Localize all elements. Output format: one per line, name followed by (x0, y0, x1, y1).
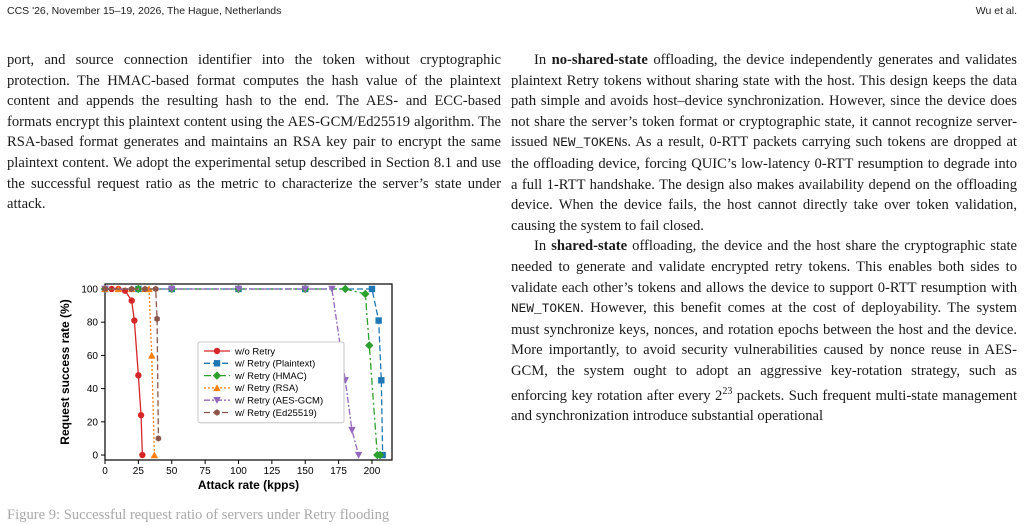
header-venue: CCS '26, November 15–19, 2026, The Hague, Netherlands (7, 5, 282, 17)
data-point (156, 435, 162, 441)
y-tick-label: 20 (86, 417, 98, 429)
data-point (131, 317, 137, 323)
y-tick-label: 60 (86, 350, 98, 362)
header-authors: Wu et al. (975, 5, 1017, 17)
data-point (369, 286, 375, 292)
chart-svg (50, 272, 500, 500)
left-column (7, 50, 501, 215)
data-point (348, 427, 355, 434)
y-tick-label: 80 (86, 317, 98, 329)
series-line-5 (105, 289, 158, 438)
term-shared-state: shared-state (551, 238, 628, 255)
legend-label: w/ Retry (AES-GCM) (235, 395, 324, 407)
x-tick-label: 200 (363, 466, 381, 477)
x-tick-label: 25 (132, 466, 144, 477)
data-point (153, 286, 159, 292)
legend-label: w/ Retry (HMAC) (235, 370, 307, 382)
legend-label: w/ Retry (Plaintext) (235, 358, 316, 370)
term-no-shared-state: no-shared-state (551, 52, 648, 68)
data-point (341, 285, 349, 293)
series-line-3 (105, 289, 154, 455)
data-point (154, 316, 160, 322)
x-tick-label: 100 (230, 466, 247, 477)
exponent: 23 (722, 385, 733, 397)
x-axis-label: Attack rate (kpps) (197, 478, 300, 492)
data-point (355, 452, 362, 459)
paragraph-shared-state: In shared-state offloading, the device and the host share the cryptographic state needed to generate and validate encrypted retry tokens. This enables both sides to validate each other’s tokens and allows the device to support 0-RTT resumption with NEW_TOKEN. However, this benefit comes at the cost of deployability. The system must synchronize keys, nonces, and rotation epochs between the host and the device. More importantly, to avoid security vulnerabilities caused by nonce reuse in AES-GCM, the system ought to adopt an aggressive key-rotation strategy, such as enforcing key rotation after every $2^{23}$ packets. Such frequent multi-state management and synchronization introduce substantial operational (511, 238, 1018, 424)
y-tick-label: 100 (81, 284, 98, 296)
code-new-token: NEW_TOKEN (552, 135, 622, 151)
y-tick-label: 0 (92, 450, 98, 462)
data-point (375, 317, 381, 323)
x-tick-label: 50 (166, 466, 178, 477)
code-new-token: NEW_TOKEN (511, 301, 581, 317)
x-tick-label: 125 (263, 466, 281, 477)
data-point (128, 297, 134, 303)
data-point (139, 452, 145, 458)
data-point (365, 341, 373, 349)
figure-caption-partial: Figure 9: Successful request ratio of servers under Retry flooding (7, 507, 390, 523)
legend-marker (214, 348, 220, 354)
x-tick-label: 0 (102, 466, 108, 477)
data-point (361, 290, 369, 298)
legend-label: w/ Retry (RSA) (235, 383, 299, 395)
page-header (7, 5, 1017, 21)
data-point (135, 372, 141, 378)
right-column (511, 50, 1017, 427)
y-tick-label: 40 (86, 384, 98, 396)
figure-chart (50, 272, 500, 500)
data-point (151, 451, 158, 458)
legend-label: w/o Retry (235, 346, 276, 358)
x-tick-label: 75 (199, 466, 211, 477)
series-line-0 (105, 289, 142, 455)
x-tick-label: 175 (330, 466, 347, 477)
legend-label: w/ Retry (Ed25519) (235, 407, 317, 419)
x-tick-label: 150 (296, 466, 314, 477)
data-point (148, 352, 155, 359)
data-point (378, 377, 384, 383)
data-point (138, 412, 144, 418)
y-axis-label: Request success rate (%) (58, 299, 72, 445)
left-paragraph: port, and source connection identifier into the token without cryptographic protection. The HMAC-based format computes the hash value of the plaintext content and appends the resulting hash to the end. The AES- and ECC-based formats encrypt this plaintext content using the AES-GCM/Ed25519 algorithm. The RSA-based format generates and maintains an RSA key pair to encrypt the same plaintext content. We adopt the experimental setup described in Section 8.1 and use the successful request ratio as the metric to characterize the server’s state under attack. (7, 52, 501, 213)
paragraph-no-shared-state: In no-shared-state offloading, the device independently generates and validates plaintext Retry tokens without sharing state with the host. This design keeps the data path simple and avoids host–device synchronization. However, since the device does not share the server’s token format or cryptographic state, it cannot recognize server-issued NEW_TOKENs. As a result, 0-RTT packets carrying such tokens are dropped at the offloading device, forcing QUIC’s low-latency 0-RTT resumption to degrade into a full 1-RTT handshake. The design also makes availability depend on the offloading device. When the device fails, the host cannot directly take over token validation, causing the system to fail closed. (511, 52, 1017, 234)
legend-marker (214, 360, 220, 366)
